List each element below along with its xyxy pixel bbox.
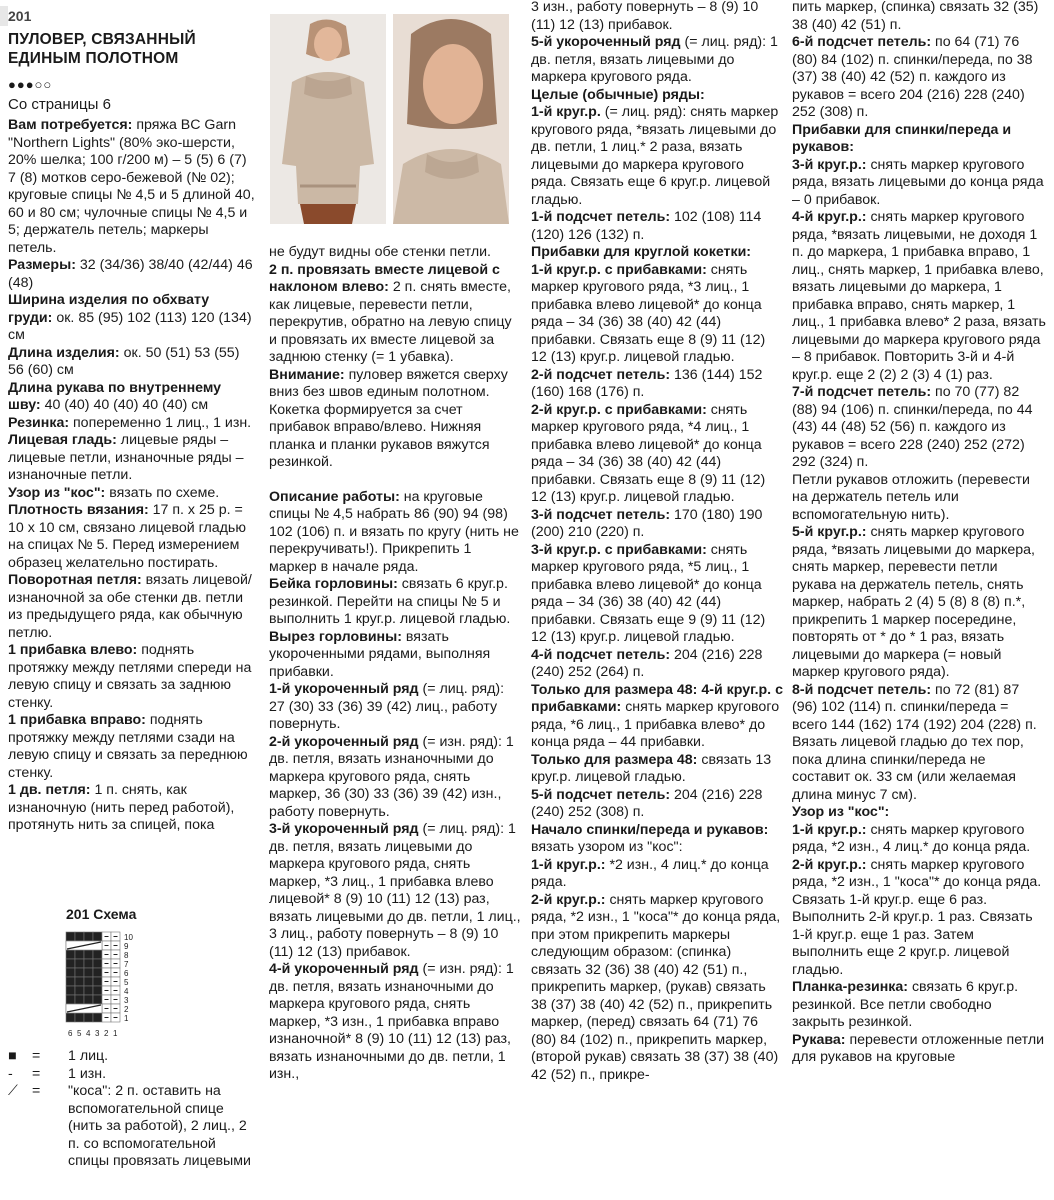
instruction-heading: Лицевая гладь: bbox=[8, 432, 117, 448]
column-3-body bbox=[531, 0, 783, 1084]
instruction-heading: 1 прибавка влево: bbox=[8, 642, 138, 658]
instruction-paragraph bbox=[531, 892, 783, 1085]
instruction-heading: Рукава: bbox=[792, 1031, 846, 1048]
instruction-heading: Длина изделия: bbox=[8, 344, 120, 361]
instruction-paragraph bbox=[531, 682, 783, 752]
chart-cell-knit bbox=[75, 932, 84, 941]
instruction-paragraph bbox=[8, 380, 256, 415]
instruction-heading: 7-й подсчет петель: bbox=[792, 384, 932, 400]
instruction-paragraph bbox=[8, 502, 256, 572]
instruction-paragraph bbox=[8, 345, 256, 380]
chart-cell-knit bbox=[93, 995, 102, 1004]
instruction-heading: 2 п. провязать вместе лицевой с наклоном влево: bbox=[269, 261, 500, 295]
instruction-heading: 3-й круг.р.: bbox=[792, 156, 867, 173]
instruction-text: связать 6 круг.р. резинкой. Все петли свободно закрыть резинкой. bbox=[792, 979, 1019, 1030]
instruction-paragraph bbox=[531, 752, 783, 787]
chart-legend bbox=[8, 1048, 258, 1171]
legend-equals: = bbox=[32, 1048, 41, 1064]
instruction-heading: Прибавки для круглой кокетки: bbox=[531, 244, 752, 260]
chart-cell-knit bbox=[84, 968, 93, 977]
instruction-heading: 3-й укороченный ряд bbox=[269, 821, 419, 837]
pattern-number: 201 bbox=[8, 6, 256, 26]
instruction-paragraph bbox=[531, 34, 783, 87]
instruction-paragraph bbox=[531, 787, 783, 822]
pattern-title: ПУЛОВЕР, СВЯЗАННЫЙ ЕДИНЫМ ПОЛОТНОМ bbox=[8, 31, 196, 67]
instruction-paragraph bbox=[792, 384, 1046, 472]
instruction-heading: Вам потребуется: bbox=[8, 117, 133, 133]
chart-cell-knit bbox=[93, 986, 102, 995]
chart-cell-knit bbox=[93, 968, 102, 977]
instruction-heading: 5-й укороченный ряд bbox=[531, 34, 681, 50]
instruction-text: связать 13 круг.р. лицевой гладью. bbox=[531, 751, 772, 785]
instruction-text: не будут видны обе стенки петли. bbox=[269, 244, 491, 260]
chart-cell-knit bbox=[75, 995, 84, 1004]
chart-row-number: 5 bbox=[124, 978, 129, 987]
instruction-paragraph bbox=[269, 262, 521, 367]
instruction-paragraph bbox=[8, 432, 256, 485]
instruction-text: снять маркер кругового ряда, *2 изн., 4 лиц.* до конца ряда. bbox=[792, 821, 1031, 855]
instruction-heading: Плотность вязания: bbox=[8, 502, 149, 518]
instruction-heading: 3-й круг.р. с прибавками: bbox=[531, 541, 707, 558]
instruction-paragraph bbox=[792, 892, 1046, 980]
instruction-text: попеременно 1 лиц., 1 изн. bbox=[69, 414, 252, 431]
instruction-paragraph bbox=[8, 415, 256, 433]
instruction-paragraph bbox=[8, 712, 256, 782]
instruction-text: 102 (108) 114 (120) 126 (132) п. bbox=[531, 209, 762, 243]
instruction-text: снять маркер кругового ряда, *вязать лицевыми до маркера, снять маркер, перевести петли рукава на держатель петель, снять маркер, набрать 2 (4) 5 (8) 8 (8) п.*, прикрепить 1 маркер посередине, повторять от * до * 1 раз, вязать лицевыми до маркера (= новый маркер кругового ряда). bbox=[792, 524, 1036, 680]
instruction-paragraph bbox=[792, 804, 1046, 822]
instruction-paragraph bbox=[792, 34, 1046, 122]
instruction-heading: 8-й подсчет петель: bbox=[792, 681, 932, 698]
instruction-text: по 70 (77) 82 (88) 94 (106) п. спинки/переда, по 44 (43) 44 (48) 52 (56) п. каждого из рукавов = всего 228 (240) 252 (272) 292 (324) п. bbox=[792, 384, 1033, 470]
chart-cell-knit bbox=[75, 1013, 84, 1022]
instruction-text: снять маркер кругового ряда, вязать лицевыми до конца ряда – 0 прибавок. bbox=[792, 156, 1044, 208]
instruction-paragraph bbox=[531, 87, 783, 105]
instruction-heading: 6-й подсчет петель: bbox=[792, 34, 932, 50]
instruction-heading: 3-й подсчет петель: bbox=[531, 506, 671, 523]
instruction-paragraph bbox=[269, 961, 521, 1084]
instruction-heading: 1-й подсчет петель: bbox=[531, 209, 671, 225]
instruction-heading: Прибавки для спинки/переда и рукавов: bbox=[792, 121, 1012, 155]
instruction-heading: 1-й круг.р. bbox=[531, 104, 601, 120]
instruction-heading: 1-й круг.р.: bbox=[792, 821, 867, 838]
instruction-heading: 1 прибавка вправо: bbox=[8, 712, 146, 728]
instruction-text: поднять протяжку между петлями сзади на левую спицу и связать за переднюю стенку. bbox=[8, 712, 248, 781]
instruction-paragraph bbox=[8, 572, 256, 642]
chart-column-number: 3 bbox=[95, 1029, 100, 1038]
instruction-paragraph bbox=[269, 244, 521, 262]
chart-cell-knit bbox=[66, 995, 75, 1004]
instruction-paragraph bbox=[269, 629, 521, 682]
schema-title: 201 Схема bbox=[66, 906, 137, 922]
chart-cell-knit bbox=[84, 986, 93, 995]
instruction-paragraph bbox=[792, 1032, 1046, 1067]
chart-column-number: 6 bbox=[68, 1029, 73, 1038]
instruction-heading: Бейка горловины: bbox=[269, 576, 398, 592]
instruction-text: поднять протяжку между петлями спереди на левую спицу и связать за заднюю стенку. bbox=[8, 642, 252, 711]
instruction-heading: Резинка: bbox=[8, 414, 70, 431]
instruction-heading: Внимание: bbox=[269, 366, 345, 383]
instruction-heading: 5-й подсчет петель: bbox=[531, 786, 671, 803]
legend-row bbox=[8, 1083, 258, 1171]
instruction-paragraph bbox=[269, 681, 521, 734]
instruction-text: перевести отложенные петли для рукавов на круговые bbox=[792, 1031, 1045, 1065]
chart-cell-knit bbox=[93, 959, 102, 968]
instruction-heading: 2-й круг.р.: bbox=[531, 891, 606, 908]
instruction-text: 32 (34/36) 38/40 (42/44) 46 (48) bbox=[8, 257, 253, 291]
instruction-text: снять маркер кругового ряда, *6 лиц., 1 прибавка влево* до конца ряда – 44 прибавки. bbox=[531, 699, 780, 750]
legend-text: "коса": 2 п. оставить на вспомогательной спице (нить за работой), 2 лиц., 2 п. со вспомогательной спицы провязать лицевыми bbox=[68, 1083, 251, 1169]
chart-row-number: 8 bbox=[124, 951, 129, 960]
instruction-text: 204 (216) 228 (240) 252 (308) п. bbox=[531, 786, 763, 820]
instruction-heading: 5-й круг.р.: bbox=[792, 524, 867, 540]
chart-cell-knit bbox=[66, 986, 75, 995]
instruction-text: 2 п. снять вместе, как лицевые, перевести петли, перекрутив, обратно на левую спицу и провязать их вместе лицевой за заднюю стенку (= 1 убавка). bbox=[269, 279, 512, 365]
instruction-text: вязать по схеме. bbox=[105, 484, 220, 501]
chart-cell-knit bbox=[75, 968, 84, 977]
chart-column-number: 4 bbox=[86, 1029, 91, 1038]
instruction-paragraph bbox=[8, 485, 256, 503]
instruction-paragraph bbox=[531, 262, 783, 367]
instruction-text: (= изн. ряд): 1 дв. петля, вязать изнаночными до маркера кругового ряда, снять маркер, 36 (30) 33 (36) 39 (42) изн., работу повернуть. bbox=[269, 733, 514, 820]
instruction-text: лицевые ряды – лицевые петли, изнаночные ряды – изнаночные петли. bbox=[8, 432, 244, 483]
instruction-paragraph bbox=[792, 979, 1046, 1032]
chart-cell-knit bbox=[66, 959, 75, 968]
instruction-heading: 4-й круг.р.: bbox=[792, 209, 867, 225]
chart-cell-knit bbox=[84, 959, 93, 968]
instruction-text: вязать укороченными рядами, выполняя прибавки. bbox=[269, 628, 491, 680]
chart-cell-knit bbox=[75, 977, 84, 986]
instruction-text: связать 6 круг.р. резинкой. Перейти на спицы № 5 и выполнить 1 круг.р. лицевой гладью. bbox=[269, 576, 511, 627]
instruction-paragraph bbox=[792, 682, 1046, 805]
chart-row-number: 1 bbox=[124, 1014, 129, 1023]
instruction-text: 170 (180) 190 (200) 210 (220) п. bbox=[531, 506, 763, 540]
legend-text: 1 лиц. bbox=[68, 1048, 109, 1064]
chart-row-number: 7 bbox=[124, 960, 129, 969]
instruction-paragraph bbox=[531, 244, 783, 262]
instruction-heading: 2-й укороченный ряд bbox=[269, 733, 419, 750]
chart-cell-knit bbox=[75, 959, 84, 968]
instruction-text: пуловер вяжется сверху вниз без швов единым полотном. Кокетка формируется за счет прибавок вправо/влево. Нижняя планка и планки рукавов вяжутся резинкой. bbox=[269, 366, 508, 470]
chart-cell-knit bbox=[93, 932, 102, 941]
instruction-text: пряжа BC Garn "Northern Lights" (80% эко-шерсти, 20% шелка; 100 г/200 м) – 5 (5) 6 (7) 7 (8) мотков серо-бежевой (№ 02); круговые спицы № 4,5 и 5 длиной 40, 60 и 80 см; чулочные спицы № 4,5 и 5; держатель петель; маркеры петель. bbox=[8, 117, 255, 256]
legend-symbol: - bbox=[8, 1065, 13, 1082]
instruction-heading: Описание работы: bbox=[269, 488, 400, 505]
instruction-paragraph bbox=[8, 642, 256, 712]
instruction-paragraph bbox=[531, 104, 783, 209]
instruction-heading: Ширина изделия по обхвату груди: bbox=[8, 292, 210, 326]
legend-equals: = bbox=[32, 1083, 41, 1099]
paragraph-gap bbox=[269, 472, 521, 489]
instruction-heading: Длина рукава по внутреннему шву: bbox=[8, 379, 222, 413]
instruction-text: снять маркер кругового ряда, *2 изн., 1 "коса"* до конца ряда, при этом прикрепить маркеры следующим образом: (спинка) связать 32 (36) 38 (40) 42 (51) п., прикрепить маркер, (рукав) связать 38 (37) 38 (40) 42 (52) п., прикрепить маркер, (перед) связать 64 (71) 76 (80) 84 (102) п., прикрепить маркер, (второй рукав) связать 38 (37) 38 (40) 42 (52) п., прикре- bbox=[531, 891, 781, 1083]
instruction-text: пить маркер, (спинка) связать 32 (35) 38 (40) 42 (51) п. bbox=[792, 0, 1039, 33]
legend-row bbox=[8, 1048, 258, 1066]
instruction-text: (= лиц. ряд): 27 (30) 33 (36) 39 (42) лиц., работу повернуть. bbox=[269, 681, 505, 732]
instruction-paragraph bbox=[792, 857, 1046, 892]
column-1-body bbox=[8, 117, 256, 835]
instruction-text: ок. 50 (51) 53 (55) 56 (60) см bbox=[8, 344, 240, 378]
chart-column-number: 1 bbox=[113, 1029, 118, 1038]
chart-row-number: 9 bbox=[124, 942, 129, 951]
instruction-text: Петли рукавов отложить (перевести на держатель петель или вспомогательную нить). bbox=[792, 471, 1030, 523]
instruction-text: вязать узором из "кос": bbox=[531, 839, 683, 855]
instruction-paragraph bbox=[792, 122, 1046, 157]
column-2 bbox=[269, 0, 521, 1084]
instruction-paragraph bbox=[531, 857, 783, 892]
chart-cell-knit bbox=[84, 932, 93, 941]
instruction-text: 40 (40) 40 (40) 40 (40) см bbox=[40, 397, 209, 413]
instruction-text: (= лиц. ряд): 1 дв. петля, вязать лицевыми до маркера кругового ряда, снять маркер, *3 лиц., 1 прибавка влево лицевой* 8 (9) 10 (11) 12 (13) раз, вязать лицевыми до дв. петли, 1 лиц., 3 лиц., работу повернуть – 8 (9) 10 (11) 12 (13) прибавок. bbox=[269, 821, 521, 960]
instruction-text: снять маркер кругового ряда, *5 лиц., 1 прибавка влево лицевой* до конца ряда – 34 (36) 38 (40) 42 (44) прибавки. Связать еще 9 (9) 11 (12) 12 (13) круг.р. лицевой гладью. bbox=[531, 541, 766, 645]
instruction-paragraph bbox=[531, 367, 783, 402]
legend-text: 1 изн. bbox=[68, 1065, 107, 1082]
instruction-text: по 72 (81) 87 (96) 102 (114) п. спинки/переда = всего 144 (162) 174 (192) 204 (228) п. Вязать лицевой гладью до тех пор, пока длина спинки/переда не составит ок. 33 см (или желаемая длина минус 7 см). bbox=[792, 681, 1037, 803]
column-2-body bbox=[269, 244, 521, 1084]
chart-cell-knit bbox=[66, 950, 75, 959]
chart-cell-knit bbox=[84, 977, 93, 986]
instruction-heading: Начало спинки/переда и рукавов: bbox=[531, 821, 769, 838]
instruction-paragraph bbox=[269, 576, 521, 629]
instruction-text: (= изн. ряд): 1 дв. петля, вязать изнаночными до маркера кругового ряда, снять маркер, *3 изн., 1 прибавка вправо изнаночной* 8 (9) 10 (11) 12 (13) раз, вязать изнаночными до дв. петли, 1 изн., bbox=[269, 961, 514, 1082]
chart-cell-knit bbox=[66, 968, 75, 977]
chart-column-number: 2 bbox=[104, 1029, 109, 1038]
instruction-heading: 4-й укороченный ряд bbox=[269, 961, 419, 977]
instruction-heading: Только для размера 48: bbox=[531, 751, 698, 768]
chart-cell-knit bbox=[66, 977, 75, 986]
instruction-paragraph bbox=[531, 507, 783, 542]
instruction-text: 1 п. снять, как изнаночную (нить перед работой), протянуть нить за спицей, пока bbox=[8, 782, 235, 833]
knitting-chart bbox=[64, 928, 152, 1046]
chart-cell-knit bbox=[93, 977, 102, 986]
instruction-text: (= лиц. ряд): снять маркер кругового ряда, *вязать лицевыми до дв. петли, 1 лиц.* 2 раза, вязать лицевыми до маркера кругового ряда. Связать еще 6 круг.р. лицевой гладью. bbox=[531, 104, 779, 208]
instruction-heading: 2-й круг.р. с прибавками: bbox=[531, 401, 707, 418]
instruction-heading: 1-й круг.р.: bbox=[531, 856, 606, 873]
instruction-paragraph bbox=[531, 542, 783, 647]
instruction-paragraph bbox=[269, 367, 521, 472]
instruction-heading: 2-й круг.р.: bbox=[792, 856, 867, 873]
instruction-text: по 64 (71) 76 (80) 84 (102) п. спинки/переда, по 38 (37) 38 (40) 42 (52) п. каждого из рукавов = всего 204 (216) 228 (240) 252 (308) п. bbox=[792, 34, 1033, 120]
chart-cell-knit bbox=[75, 950, 84, 959]
instruction-heading: Только для размера 48: 4-й круг.р. с прибавками: bbox=[531, 681, 783, 715]
instruction-paragraph bbox=[531, 209, 783, 244]
instruction-text: 17 п. x 25 р. = 10 x 10 см, связано лицевой гладью на спицах № 5. Перед измерением образец желательно постирать. bbox=[8, 502, 246, 571]
instruction-text: 136 (144) 152 (160) 168 (176) п. bbox=[531, 366, 763, 400]
instruction-paragraph bbox=[8, 117, 256, 257]
instruction-paragraph bbox=[792, 209, 1046, 384]
chart-cell-knit bbox=[93, 1013, 102, 1022]
instruction-text: на круговые спицы № 4,5 набрать 86 (90) 94 (98) 102 (106) п. и вязать по кругу (нить не перекручивать!). Прикрепить 1 маркер в начале ряда. bbox=[269, 488, 519, 575]
instruction-text: Связать 1-й круг.р. еще 6 раз. Выполнить 2-й круг.р. 1 раз. Связать 1-й круг.р. еще 1 раз. Затем выполнить еще 2 круг.р. лицевой гладью. bbox=[792, 891, 1033, 978]
column-4-body bbox=[792, 0, 1046, 1067]
instruction-paragraph bbox=[269, 821, 521, 961]
instruction-text: *2 изн., 4 лиц.* до конца ряда. bbox=[531, 856, 769, 890]
chart-cell-knit bbox=[66, 1013, 75, 1022]
instruction-text: ок. 85 (95) 102 (113) 120 (134) см bbox=[8, 309, 252, 343]
instruction-paragraph bbox=[531, 822, 783, 857]
instruction-text: снять маркер кругового ряда, *вязать лицевыми, не доходя 1 п. до маркера, 1 прибавка вправо, 1 лиц., снять маркер, 1 прибавка влево, вязать лицевыми до маркера, 1 прибавка вправо, снять маркер, 1 лиц., 1 прибавка влево* 2 раза, вязать лицевыми до маркера кругового ряда – 8 прибавок. Повторить 3-й и 4-й круг.р. еще 2 (2) 2 (3) 4 (1) раз. bbox=[792, 209, 1046, 383]
instruction-heading: 1-й укороченный ряд bbox=[269, 681, 419, 697]
from-page-note: Со страницы 6 bbox=[8, 95, 111, 113]
column-4 bbox=[792, 0, 1046, 1067]
instruction-heading: Узор из "кос": bbox=[8, 484, 106, 501]
instruction-text: (= лиц. ряд): 1 дв. петля, вязать лицевыми до маркера кругового ряда. bbox=[531, 34, 778, 85]
chart-cell-knit bbox=[84, 950, 93, 959]
instruction-paragraph bbox=[269, 489, 521, 577]
instruction-heading: Поворотная петля: bbox=[8, 572, 142, 588]
chart-row-number: 2 bbox=[124, 1005, 129, 1014]
chart-cell-knit bbox=[84, 995, 93, 1004]
instruction-paragraph bbox=[8, 782, 256, 835]
instruction-text: вязать лицевой/изнаночной за обе стенки дв. петли из предыдущего ряда, как обычную петлю. bbox=[8, 572, 252, 641]
instruction-paragraph bbox=[531, 0, 783, 34]
instruction-paragraph bbox=[531, 402, 783, 507]
column-1 bbox=[8, 0, 256, 835]
instruction-text: снять маркер кругового ряда, *4 лиц., 1 прибавка влево лицевой* до конца ряда – 34 (36) 38 (40) 42 (44) прибавки. Связать еще 8 (9) 11 (12) 12 (13) круг.р. лицевой гладью. bbox=[531, 401, 766, 505]
legend-symbol: ⟋ bbox=[8, 1083, 18, 1099]
instruction-heading: 4-й подсчет петель: bbox=[531, 646, 671, 663]
chart-cell-knit bbox=[93, 950, 102, 959]
instruction-heading: Планка-резинка: bbox=[792, 979, 909, 995]
chart-cell-knit bbox=[84, 1013, 93, 1022]
instruction-heading: Целые (обычные) ряды: bbox=[531, 86, 705, 103]
instruction-heading: 1-й круг.р. с прибавками: bbox=[531, 261, 707, 278]
instruction-heading: Размеры: bbox=[8, 257, 76, 273]
instruction-paragraph bbox=[792, 157, 1046, 210]
instruction-text: снять маркер кругового ряда, *2 изн., 1 "коса"* до конца ряда. bbox=[792, 856, 1042, 890]
instruction-heading: 2-й подсчет петель: bbox=[531, 366, 671, 383]
instruction-text: снять маркер кругового ряда, *3 лиц., 1 прибавка влево лицевой* до конца ряда – 34 (36) 38 (40) 42 (44) прибавки. Связать еще 8 (9) 11 (12) 12 (13) круг.р. лицевой гладью. bbox=[531, 261, 766, 365]
instruction-paragraph bbox=[792, 0, 1046, 34]
instruction-text: 204 (216) 228 (240) 252 (264) п. bbox=[531, 646, 763, 680]
difficulty-rating: ●●●○○ bbox=[8, 77, 53, 92]
instruction-paragraph bbox=[792, 822, 1046, 857]
chart-row-number: 4 bbox=[124, 987, 129, 996]
chart-row-number: 10 bbox=[124, 933, 133, 942]
chart-row-number: 6 bbox=[124, 969, 129, 978]
instruction-text: 3 изн., работу повернуть – 8 (9) 10 (11) 12 (13) прибавок. bbox=[531, 0, 759, 33]
instruction-heading: 1 дв. петля: bbox=[8, 782, 91, 798]
legend-row bbox=[8, 1066, 258, 1084]
instruction-paragraph bbox=[531, 647, 783, 682]
column-3 bbox=[531, 0, 783, 1084]
instruction-heading: Узор из "кос": bbox=[792, 804, 890, 820]
instruction-paragraph bbox=[8, 257, 256, 292]
instruction-heading: Вырез горловины: bbox=[269, 628, 402, 645]
legend-symbol: ■ bbox=[8, 1048, 17, 1064]
chart-row-number: 3 bbox=[124, 996, 129, 1005]
chart-cell-knit bbox=[66, 932, 75, 941]
chart-cell-knit bbox=[75, 986, 84, 995]
instruction-paragraph bbox=[792, 524, 1046, 682]
instruction-paragraph bbox=[269, 734, 521, 822]
chart-column-number: 5 bbox=[77, 1029, 82, 1038]
instruction-paragraph bbox=[8, 292, 256, 345]
legend-equals: = bbox=[32, 1065, 41, 1082]
instruction-paragraph bbox=[792, 472, 1046, 525]
